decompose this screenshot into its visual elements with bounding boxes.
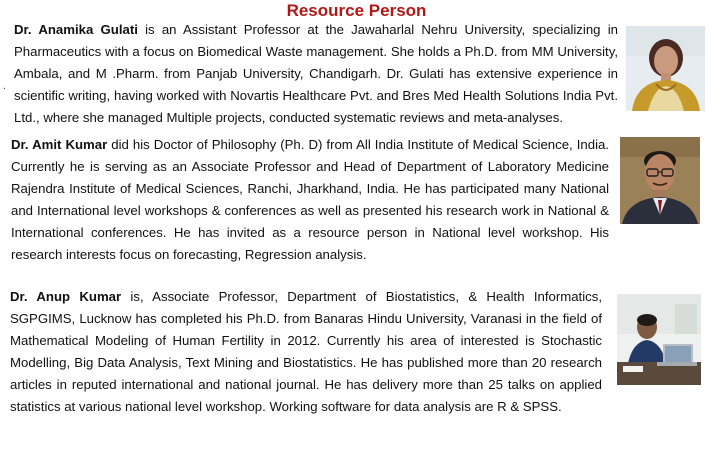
portrait-image (617, 294, 701, 385)
speaker-bio-anamika-gulati (14, 19, 618, 129)
portrait-image (626, 26, 705, 111)
speaker-name: Dr. Anamika Gulati (14, 22, 138, 37)
speaker-name: Dr. Amit Kumar (11, 137, 108, 152)
speaker-bio-anup-kumar (10, 286, 602, 417)
speaker-name: Dr. Anup Kumar (10, 289, 122, 304)
speaker-bio-text: is, Associate Professor, Department of Biostatistics, & Health Informatics, SGPGIMS, Lucknow has completed his Ph.D. from Banaras Hindu University, Varanasi in the field of Mathematical Modeling of Human Fertility in 2012. Currently his area of interested is Stochastic Modelling, Big Data Analysis, Text Mining and Biostatistics. He has published more than 20 research articles in reputed international and national journal. He has delivery more than 25 talks on applied statistics at various national level workshop. Working software for data analysis are R & SPSS. (10, 289, 602, 414)
speaker-photo-anup-kumar (617, 294, 701, 385)
speaker-photo-anamika-gulati (626, 26, 705, 111)
portrait-image (620, 137, 700, 224)
speaker-bio-text: is an Assistant Professor at the Jawaharlal Nehru University, specializing in Pharmaceutics with a focus on Biomedical Waste management. She holds a Ph.D. from MM University, Ambala, and M .Pharm. from Panjab University, Chandigarh. Dr. Gulati has extensive experience in scientific writing, having worked with Novartis Healthcare Pvt. and Bres Med Health Solutions India Pvt. Ltd., where she managed Multiple projects, conducted systematic reviews and meta-analyses. (14, 22, 618, 125)
speaker-bio-text: did his Doctor of Philosophy (Ph. D) from All India Institute of Medical Science, India. Currently he is serving as an Associate Professor and Head of Department of Laboratory Medicine Rajendra Institute of Medical Sciences, Ranchi, Jharkhand, India. He has participated many National and International level workshops & conferences as well as presented his research work in National & International conferences. He has invited as a resource person in National level workshop. His research interests focus on forecasting, Regression analysis. (11, 137, 609, 262)
speaker-photo-amit-kumar (620, 137, 700, 224)
stray-dot: . (3, 80, 7, 92)
speaker-bio-amit-kumar (11, 134, 609, 265)
page-title: Resource Person (286, 1, 427, 20)
